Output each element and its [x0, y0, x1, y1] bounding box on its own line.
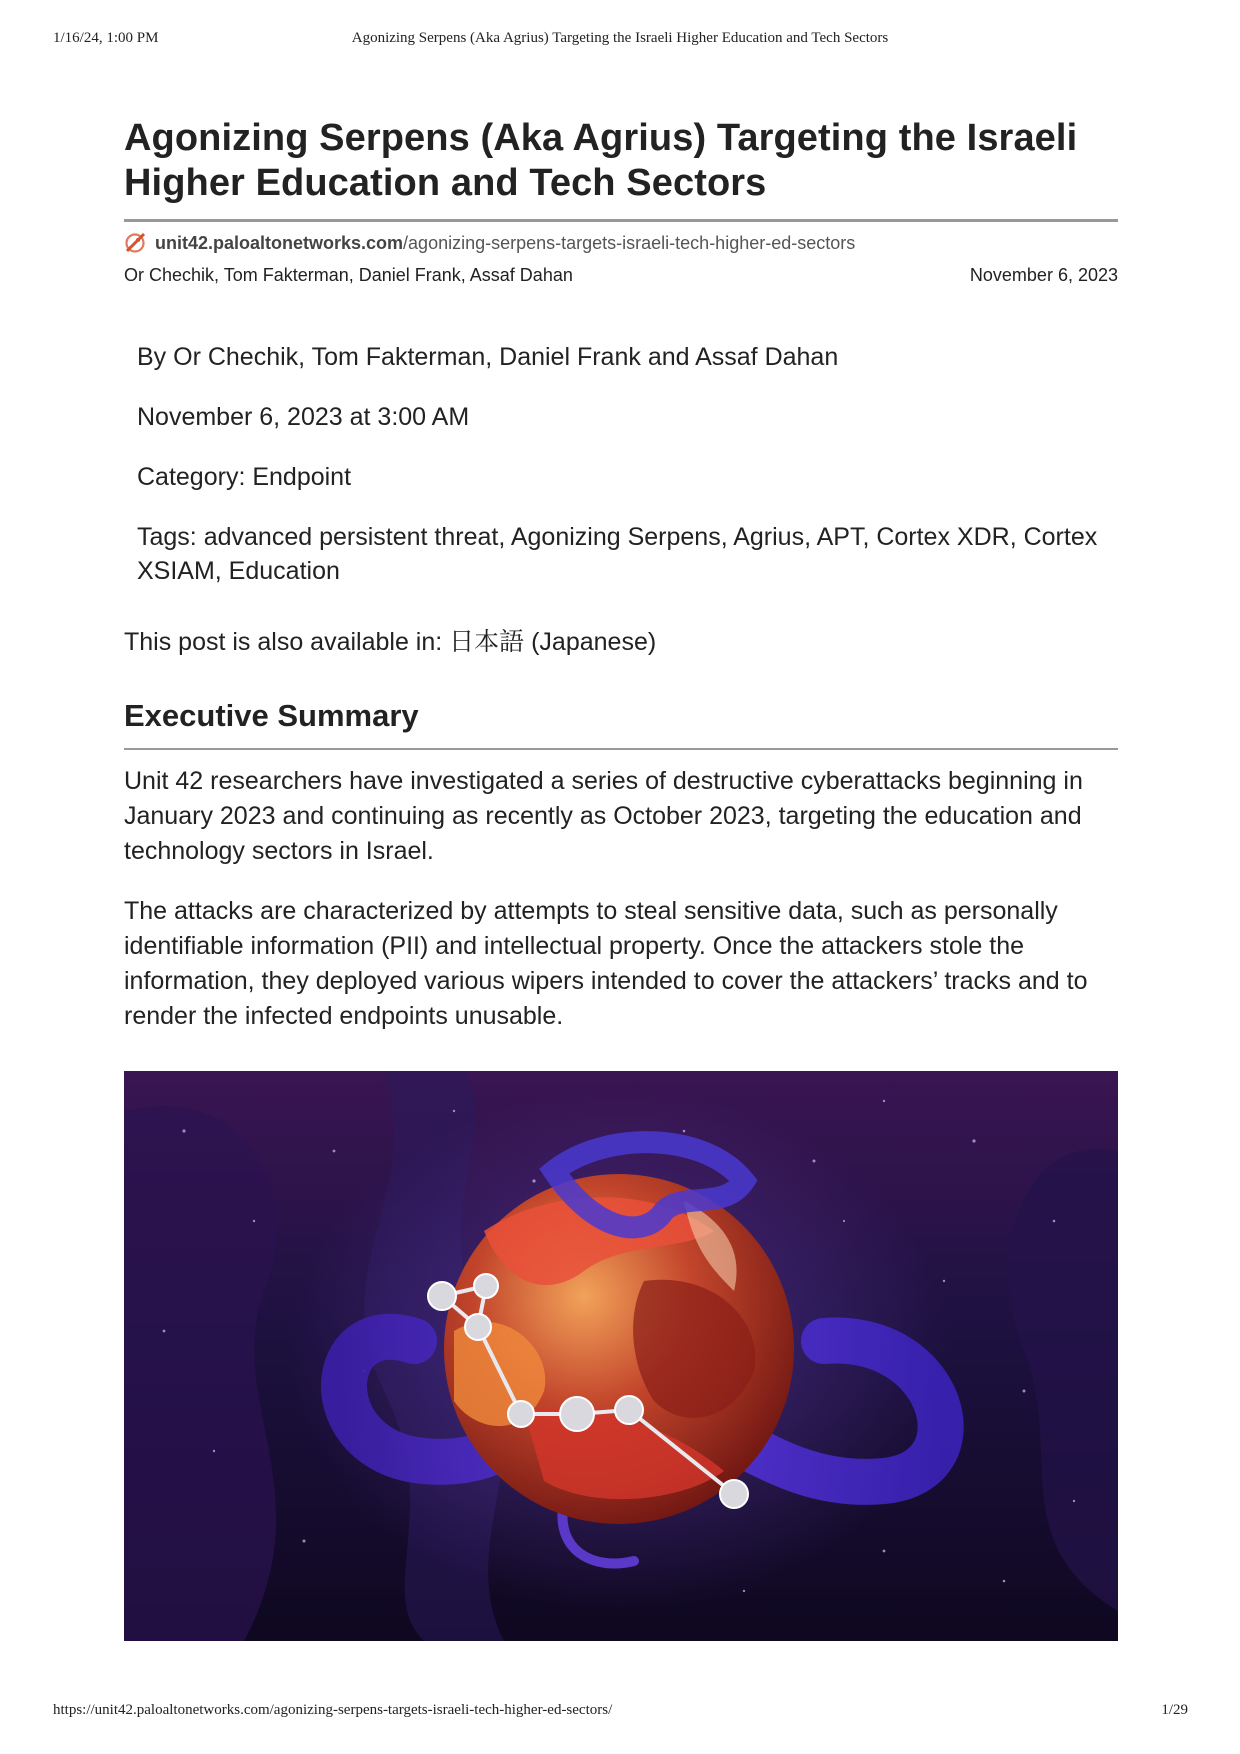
byline-block — [124, 340, 1118, 588]
hero-image — [124, 1071, 1118, 1641]
print-url: https://unit42.paloaltonetworks.com/agonizing-serpens-targets-israeli-tech-higher-ed-sectors/ — [53, 1702, 613, 1718]
article — [124, 116, 1118, 1034]
publish-date: November 6, 2023 — [969, 265, 1118, 285]
language-availability[interactable]: This post is also available in: 日本語 (Japanese) — [124, 628, 657, 656]
print-doc-title: Agonizing Serpens (Aka Agrius) Targeting the Israeli Higher Education and Tech Sectors — [351, 30, 889, 46]
page-number: 1/29 — [1161, 1702, 1188, 1718]
title-divider — [124, 219, 1118, 222]
byline: By Or Chechik, Tom Fakterman, Daniel Frank and Assaf Dahan — [137, 343, 839, 371]
meta-line — [124, 265, 1118, 286]
section-heading: Executive Summary — [124, 698, 419, 733]
tags[interactable]: Tags: advanced persistent threat, Agonizing Serpens, Agrius, APT, Cortex XDR, Cortex XSIAM, Education — [137, 523, 1098, 585]
section-divider — [124, 748, 1118, 750]
source-domain[interactable]: unit42.paloaltonetworks.com — [155, 232, 404, 253]
source-path[interactable]: /agonizing-serpens-targets-israeli-tech-higher-ed-sectors — [403, 232, 856, 253]
paragraph: The attacks are characterized by attempts to steal sensitive data, such as personally identifiable information (PII) and intellectual property. Once the attackers stole the information, they deployed various wipers intended to cover the attackers’ tracks and to render the infected endpoints unusable. — [124, 897, 1088, 1030]
paragraph: Unit 42 researchers have investigated a series of destructive cyberattacks beginning in January 2023 and continuing as recently as October 2023, targeting the education and technology sectors in Israel. — [124, 767, 1083, 865]
authors: Or Chechik, Tom Fakterman, Daniel Frank, Assaf Dahan — [124, 265, 573, 285]
source-line[interactable] — [124, 231, 1118, 255]
unit42-logo-icon — [124, 232, 146, 254]
publish-datetime: November 6, 2023 at 3:00 AM — [137, 403, 470, 431]
print-datetime: 1/16/24, 1:00 PM — [53, 30, 159, 46]
category[interactable]: Category: Endpoint — [137, 463, 352, 491]
article-title: Agonizing Serpens (Aka Agrius) Targeting the Israeli Higher Education and Tech Sectors — [124, 117, 1078, 204]
